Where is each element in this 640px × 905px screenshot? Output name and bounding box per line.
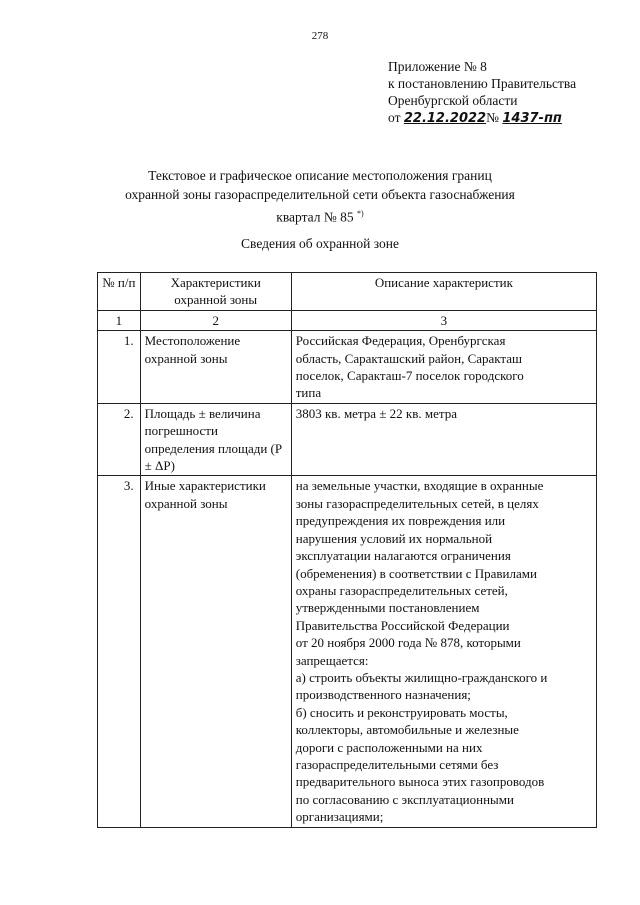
- handwritten-date: 22.12.2022: [403, 111, 487, 126]
- header-characteristic: Характеристики охранной зоны: [140, 273, 291, 311]
- table-row: [98, 476, 597, 827]
- description-line: поселок, Саракташ-7 поселок городского: [295, 368, 524, 384]
- description-line: от 20 ноября 2000 года № 878, которыми: [295, 635, 521, 651]
- col-number-2: 2: [140, 310, 291, 330]
- description-line: дороги с расположенными на них: [295, 739, 483, 755]
- description-line: утвержденными постановлением: [295, 600, 480, 616]
- description-line: область, Саракташский район, Саракташ: [295, 350, 523, 366]
- header-description: Описание характеристик: [291, 273, 596, 311]
- description-line: б) сносить и реконструировать мосты,: [295, 704, 508, 720]
- appendix-date-line: [388, 109, 576, 127]
- description-line: по согласованию с эксплуатационными: [295, 791, 514, 807]
- description-line: Правительства Российской Федерации: [295, 617, 510, 633]
- description-line: организациями;: [295, 809, 384, 825]
- description-line: нарушения условий их нормальной: [295, 530, 493, 546]
- column-number-row: [98, 310, 597, 330]
- row-characteristic: Площадь ± величина погрешности определения площади (P ± ΔP): [140, 403, 291, 476]
- appendix-block: [388, 58, 576, 127]
- description-line: предупреждения их повреждения или: [295, 513, 506, 529]
- title-line-3: квартал № 85 *): [276, 209, 364, 225]
- header-num: № п/п: [98, 273, 141, 311]
- appendix-line-2: к постановлению Правительства: [388, 76, 577, 91]
- row-num: 3.: [98, 476, 141, 827]
- description-line: эксплуатации налагаются ограничения: [295, 548, 511, 564]
- appendix-line-3: Оренбургской области: [388, 93, 518, 108]
- description-line: зоны газораспределительных сетей, в целях: [295, 495, 539, 511]
- col-number-3: 3: [291, 310, 596, 330]
- row-description: [291, 403, 596, 476]
- document-title: [0, 166, 640, 227]
- table-header-row: [98, 273, 597, 311]
- page-number: 278: [311, 30, 329, 42]
- description-line: типа: [295, 385, 322, 401]
- description-line: запрещается:: [295, 652, 369, 668]
- number-sign: №: [486, 110, 499, 125]
- description-line: производственного назначения;: [295, 687, 471, 703]
- table-row: [98, 331, 597, 404]
- title-line-1: Текстовое и графическое описание местоположения границ: [148, 168, 492, 183]
- handwritten-number: 1437-пп: [502, 111, 562, 126]
- row-description: [291, 476, 596, 827]
- row-description: [291, 331, 596, 404]
- title-line-2: охранной зоны газораспределительной сети объекта газоснабжения: [125, 187, 515, 202]
- zone-info-table: [97, 272, 597, 828]
- description-line: на земельные участки, входящие в охранные: [295, 478, 544, 494]
- section-title: Сведения об охранной зоне: [241, 236, 399, 251]
- table-row: [98, 403, 597, 476]
- appendix-from-prefix: от: [388, 110, 401, 125]
- description-line: газораспределительными сетями без: [295, 756, 499, 772]
- description-line: охраны газораспределительных сетей,: [295, 582, 508, 598]
- row-num: 2.: [98, 403, 141, 476]
- description-line: коллекторы, автомобильные и железные: [295, 722, 519, 738]
- col-number-1: 1: [98, 310, 141, 330]
- row-characteristic: Местоположение охранной зоны: [140, 331, 291, 404]
- row-characteristic: Иные характеристики охранной зоны: [140, 476, 291, 827]
- footnote-mark: *): [357, 209, 364, 218]
- appendix-line-1: Приложение № 8: [388, 59, 487, 74]
- description-line: Российская Федерация, Оренбургская: [295, 333, 506, 349]
- row-num: 1.: [98, 331, 141, 404]
- description-line: 3803 кв. метра ± 22 кв. метра: [295, 405, 457, 421]
- description-line: (обременения) в соответствии с Правилами: [295, 565, 537, 581]
- description-line: а) строить объекты жилищно-гражданского и: [295, 669, 548, 685]
- description-line: предварительного выноса этих газопроводов: [295, 774, 545, 790]
